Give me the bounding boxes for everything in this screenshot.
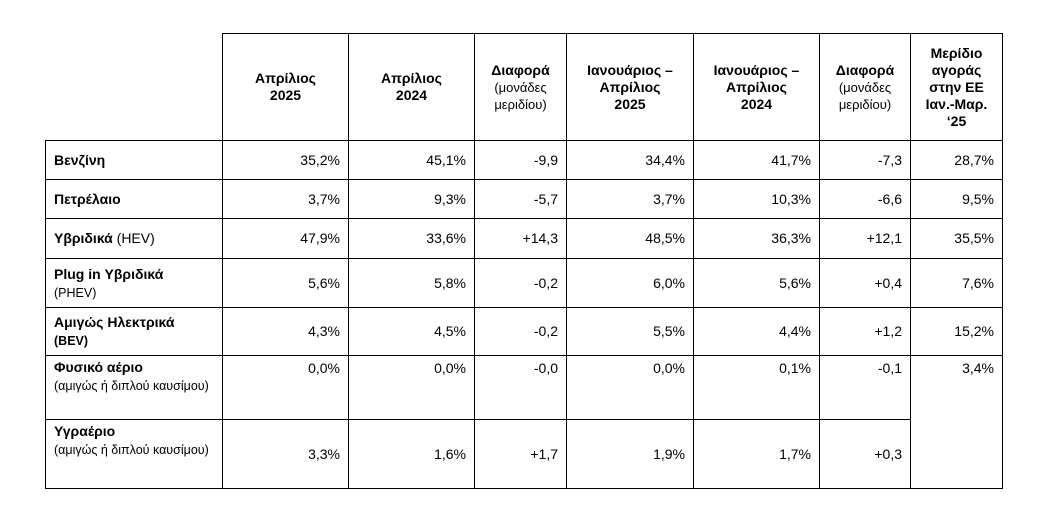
value-cell: -0,2 [475,308,567,356]
value-cell: 48,5% [567,219,694,259]
value-cell: 4,5% [349,308,475,356]
row-note: (HEV) [116,230,155,246]
table-row [46,420,1003,489]
table-row [46,356,1003,420]
header-text: Ιαν.-Μαρ. [925,95,988,112]
eu-share-cell: 3,4% [911,356,1003,420]
header-text: Μερίδιο [930,44,983,61]
header-diff-april [475,34,567,141]
header-text: 2024 [395,87,428,103]
value-cell: 1,6% [349,420,475,489]
value-cell: 0,0% [223,356,349,420]
value-cell: 35,2% [223,141,349,180]
header-text: Απρίλιος [726,78,787,95]
header-text: στην ΕΕ [929,78,984,95]
header-text: ‘25 [946,112,967,129]
row-note: (PHEV) [54,285,97,300]
row-label: Υγραέριο [54,423,116,439]
value-cell: 34,4% [567,141,694,180]
value-cell: 0,0% [349,356,475,420]
value-cell: +0,3 [820,420,911,489]
row-label-cell [46,219,223,259]
value-cell: 45,1% [349,141,475,180]
header-jan-apr-2025 [567,34,694,141]
value-cell: 1,7% [694,420,820,489]
value-cell: +1,2 [820,308,911,356]
value-cell: 5,6% [223,259,349,308]
header-text: Διαφορά [491,61,550,78]
header-text: Ιανουάριος – [713,61,800,78]
value-cell: 0,0% [567,356,694,420]
value-cell: 5,8% [349,259,475,308]
value-cell: -0,2 [475,259,567,308]
header-diff-jan-apr [820,34,911,141]
row-note: (αμιγώς ή διπλού καυσίμου) [54,379,209,393]
row-label-cell [46,308,223,356]
row-note: (BEV) [54,334,89,348]
value-cell: 36,3% [694,219,820,259]
value-cell: +0,4 [820,259,911,308]
value-cell: 3,3% [223,420,349,489]
value-cell: -5,7 [475,180,567,219]
header-text: 2025 [269,87,302,103]
eu-share-cell: 7,6% [911,259,1003,308]
header-eu-share [911,34,1003,141]
row-label: Φυσικό αέριο [54,359,143,375]
value-cell: 9,3% [349,180,475,219]
fuel-share-table [45,33,1003,489]
value-cell: -0,0 [475,356,567,420]
value-cell: -6,6 [820,180,911,219]
header-subtext: (μονάδες [494,79,547,95]
header-april-2024 [349,34,475,141]
value-cell: +14,3 [475,219,567,259]
table-row [46,259,1003,308]
value-cell: 4,3% [223,308,349,356]
value-cell: +12,1 [820,219,911,259]
row-label: Υβριδικά [54,230,113,246]
header-text: Διαφορά [835,61,895,78]
header-text: Απρίλιος [599,78,661,95]
value-cell: -0,1 [820,356,911,420]
value-cell: 47,9% [223,219,349,259]
value-cell: 33,6% [349,219,475,259]
row-label-cell [46,141,223,180]
header-text: αγοράς [931,61,982,78]
row-note: (αμιγώς ή διπλού καυσίμου) [54,443,209,457]
row-label-cell [46,356,223,420]
value-cell: 1,9% [567,420,694,489]
value-cell: 5,6% [694,259,820,308]
value-cell: 5,5% [567,308,694,356]
table-row [46,219,1003,259]
value-cell: 3,7% [567,180,694,219]
eu-share-cell: 9,5% [911,180,1003,219]
value-cell: 4,4% [694,308,820,356]
header-corner [46,34,223,141]
header-subtext: μεριδίου) [838,96,892,112]
header-april-2025 [223,34,349,141]
header-text: 2024 [740,95,773,112]
row-label-cell [46,180,223,219]
eu-share-cell [911,420,1003,489]
value-cell: 10,3% [694,180,820,219]
value-cell: 6,0% [567,259,694,308]
eu-share-cell: 35,5% [911,219,1003,259]
value-cell: -7,3 [820,141,911,180]
eu-share-cell: 15,2% [911,308,1003,356]
value-cell: +1,7 [475,420,567,489]
header-text: 2025 [614,95,646,112]
value-cell: -9,9 [475,141,567,180]
header-text: Απρίλιος [255,70,316,86]
value-cell: 0,1% [694,356,820,420]
row-label: Αμιγώς Ηλεκτρικά [54,314,175,330]
value-cell: 3,7% [223,180,349,219]
eu-share-cell: 28,7% [911,141,1003,180]
table-row [46,141,1003,180]
header-row [46,34,1003,141]
header-text: Ιανουάριος – [587,61,673,78]
header-subtext: μεριδίου) [494,96,547,112]
table-row [46,308,1003,356]
row-label-cell [46,420,223,489]
header-text: Απρίλιος [381,70,442,86]
row-label-cell [46,259,223,308]
header-subtext: (μονάδες [838,79,892,95]
row-label: Plug in Υβριδικά [54,265,164,282]
header-jan-apr-2024 [694,34,820,141]
row-label: Βενζίνη [54,151,106,168]
table-row [46,180,1003,219]
row-label: Πετρέλαιο [54,190,121,207]
value-cell: 41,7% [694,141,820,180]
